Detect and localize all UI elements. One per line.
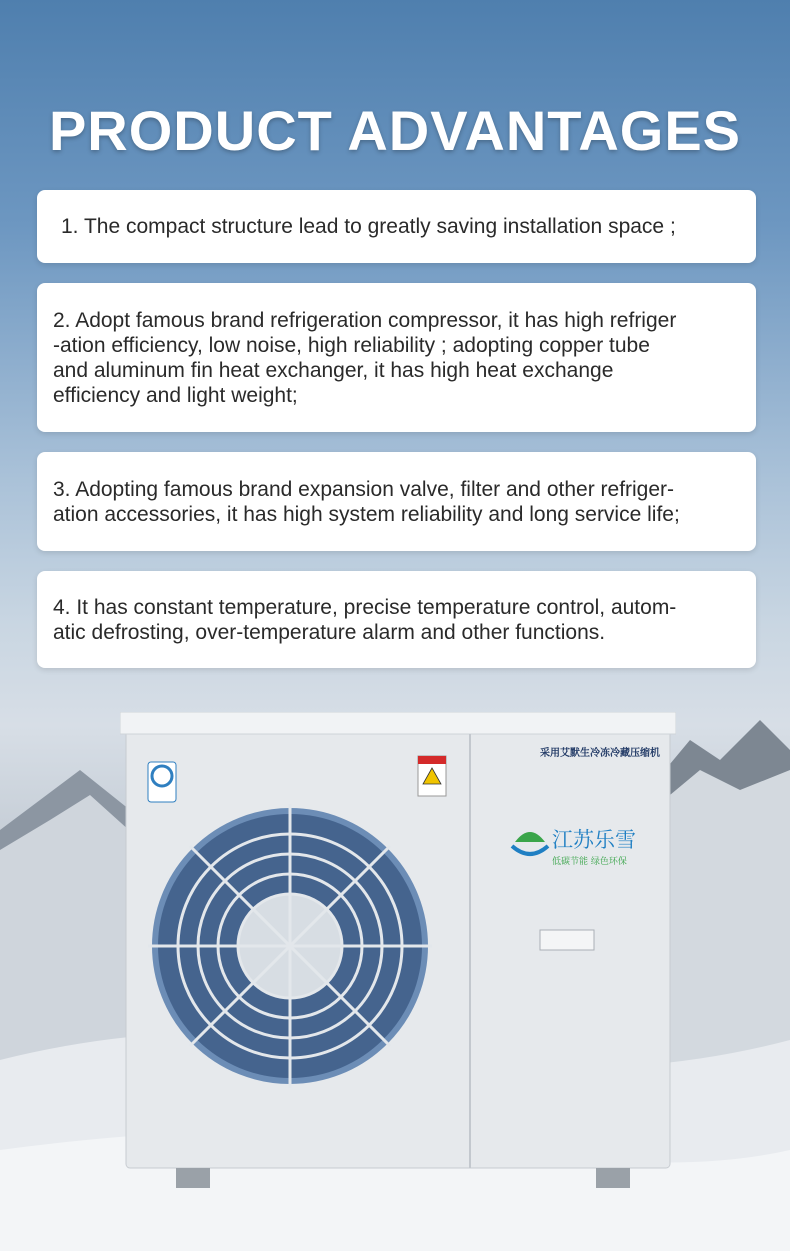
advantage-text: 3. Adopting famous brand expansion valve, filter and other refriger- ation accessories, it has high system reliability and long service life; [53, 477, 680, 526]
advantage-card-4 [37, 571, 756, 668]
brand-name: 江苏乐雪 [552, 828, 636, 852]
advantage-card-3 [37, 452, 756, 551]
unit-top-label: 采用艾默生冷冻冷藏压缩机 [540, 748, 660, 759]
brand-slogan: 低碳节能 绿色环保 [552, 857, 627, 867]
advantage-card-2 [37, 283, 756, 432]
advantage-text: 2. Adopt famous brand refrigeration compressor, it has high refriger -ation efficiency, low noise, high reliability ; adopting copper tube and aluminum fin heat exchanger, it has high heat exchange efficiency and light weight; [53, 308, 677, 407]
fan-grille-icon [148, 804, 432, 1088]
advantage-text: 4. It has constant temperature, precise temperature control, autom- atic defrosting, over-temperature alarm and other functions. [53, 595, 677, 644]
warning-label-icon [418, 756, 446, 796]
advantage-card-1 [37, 190, 756, 263]
page-title: PRODUCT ADVANTAGES [48, 99, 742, 162]
quality-cert-icon [148, 762, 176, 802]
condensing-unit-image [120, 712, 676, 1192]
advantage-text: 1. The compact structure lead to greatly saving installation space ; [61, 215, 676, 238]
